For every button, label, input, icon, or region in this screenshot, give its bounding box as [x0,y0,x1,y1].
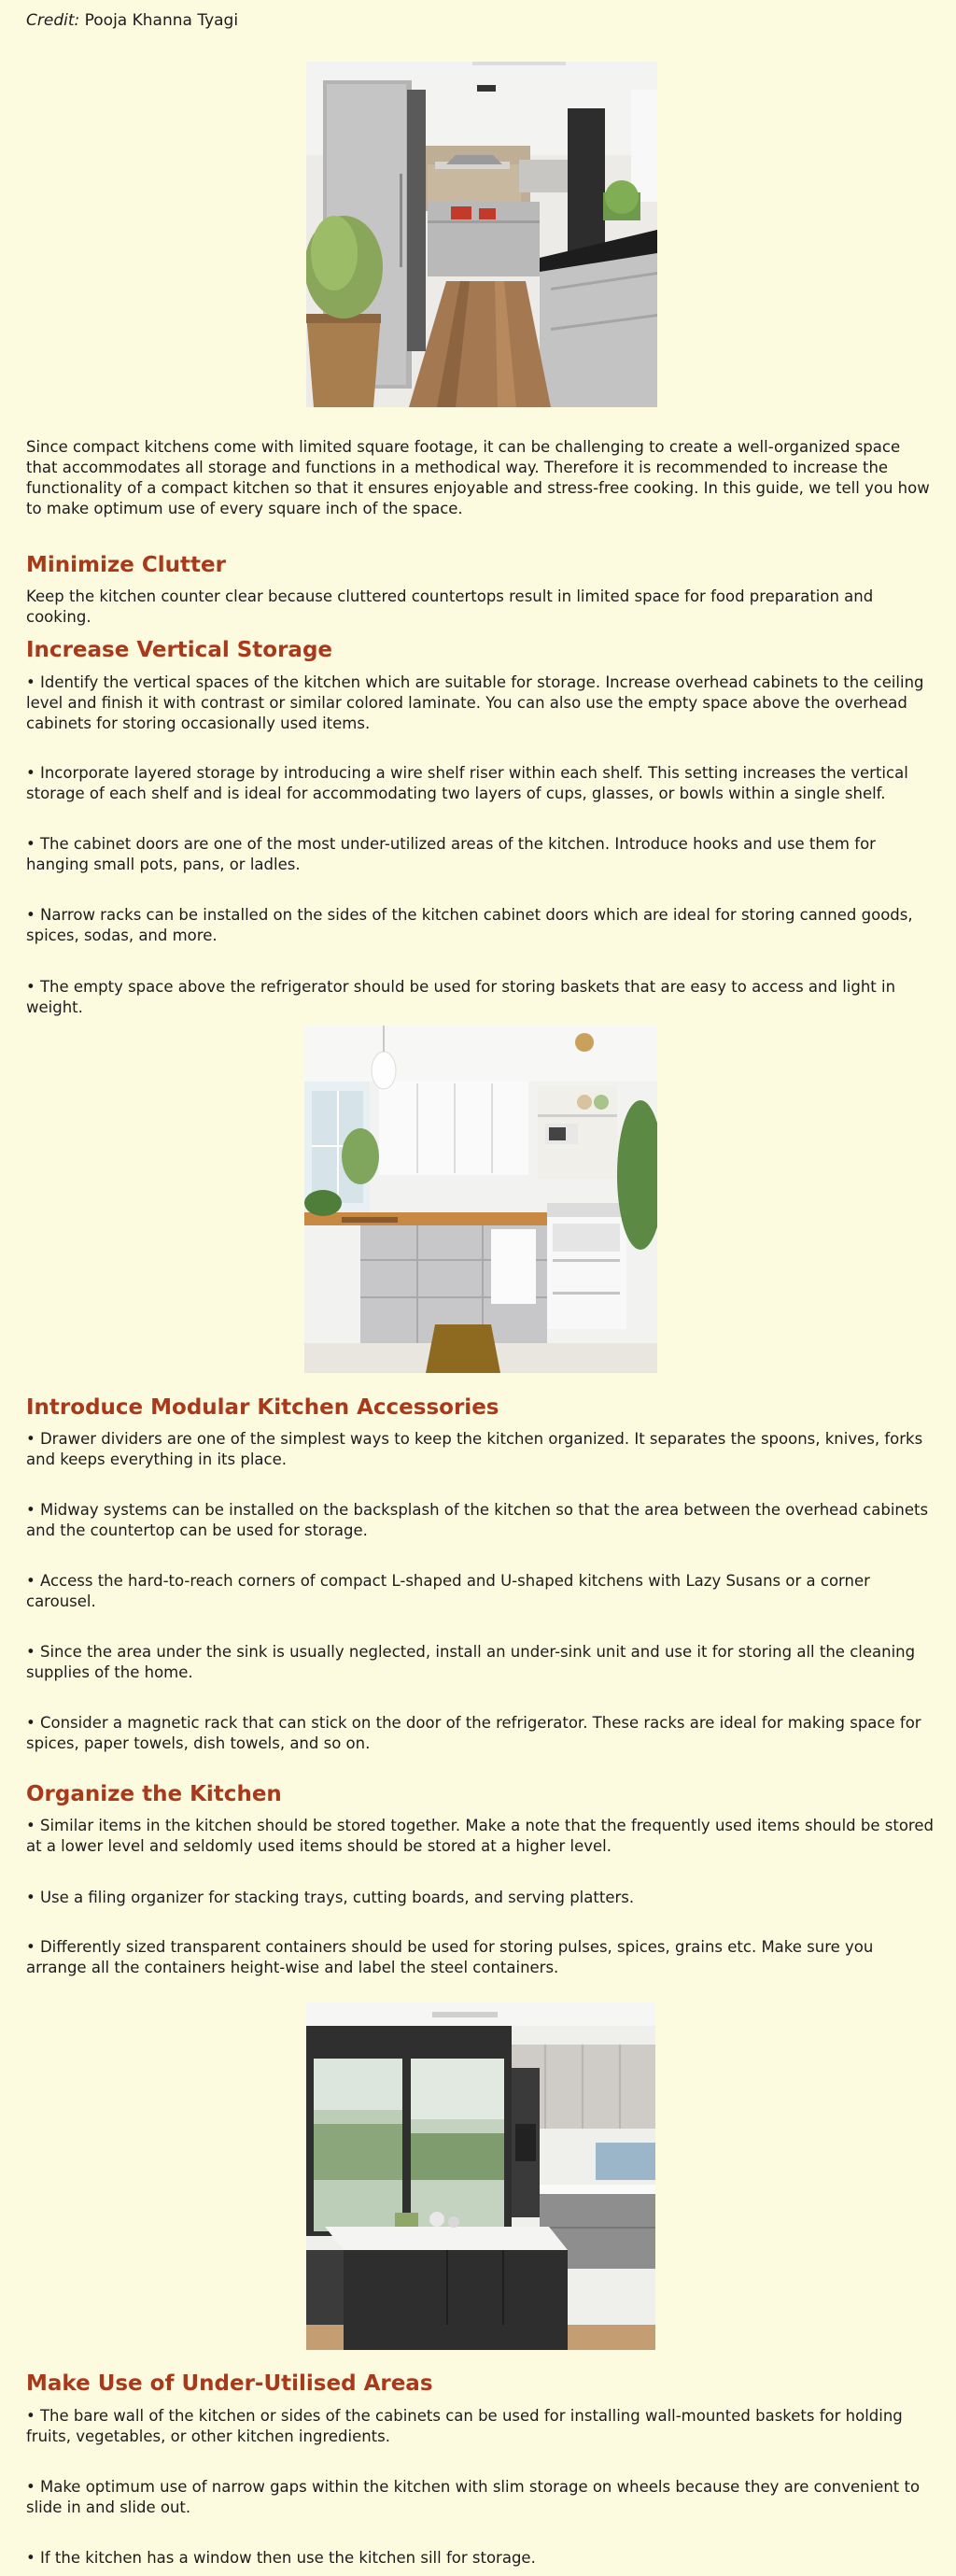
heading-organize-kitchen: Organize the Kitchen [26,1782,282,1806]
heading-vertical-storage: Increase Vertical Storage [26,638,333,662]
modular-item-4: • Since the area under the sink is usually neglected, install an under-sink unit and use it for storing all the cleaning supplies of the home. [26,1643,916,1681]
heading-under-utilised-areas: Make Use of Under-Utilised Areas [26,2371,433,2396]
l-shaped-kitchen-photo [304,1026,657,1373]
island-kitchen-photo [306,2003,655,2350]
vertical-item-2: • Incorporate layered storage by introducing a wire shelf riser within each shelf. This setting increases the vertical storage of each shelf and is ideal for accommodating two layers of cups, glasses, or bowls within a single shelf. [26,764,908,802]
vertical-item-5: • The empty space above the refrigerator should be used for storing baskets that are easy to access and light in weight. [26,978,896,1016]
vertical-item-1: • Identify the vertical spaces of the kitchen which are suitable for storage. Increase overhead cabinets to the ceiling level and finish it with contrast or similar colored laminate. You can also use the empty space above the overhead cabinets for storing occasionally used items. [26,673,924,732]
heading-minimize-clutter: Minimize Clutter [26,553,226,577]
modular-item-3: • Access the hard-to-reach corners of compact L-shaped and U-shaped kitchens with Lazy Susans or a corner carousel. [26,1572,870,1610]
organize-item-1: • Similar items in the kitchen should be stored together. Make a note that the frequently used items should be stored at a lower level and seldomly used items should be stored at a higher level. [26,1817,934,1855]
vertical-item-4: • Narrow racks can be installed on the sides of the kitchen cabinet doors which are ideal for storing canned goods, spices, sodas, and more. [26,906,913,944]
clutter-paragraph: Keep the kitchen counter clear because cluttered countertops result in limited space for food preparation and cooking. [26,587,874,626]
underutilised-item-3: • If the kitchen has a window then use the kitchen sill for storage. [26,2549,536,2567]
organize-item-3: • Differently sized transparent containers should be used for storing pulses, spices, grains etc. Make sure you arrange all the containers height-wise and label the steel containers. [26,1938,874,1976]
credit-label: Credit: [26,11,80,30]
intro-paragraph: Since compact kitchens come with limited square footage, it can be challenging to create a well-organized space that accommodates all storage and functions in a methodical way. Therefore it is recommended to increase the functionality of a compact kitchen so that it ensures enjoyable and stress-free cooking. In this guide, we tell you how to make optimum use of every square inch of the space. [26,438,930,517]
galley-kitchen-photo [306,62,657,407]
modular-item-1: • Drawer dividers are one of the simplest ways to keep the kitchen organized. It separates the spoons, knives, forks and keeps everything in its place. [26,1430,923,1468]
credit-author: Pooja Khanna Tyagi [84,11,239,30]
modular-item-2: • Midway systems can be installed on the backsplash of the kitchen so that the area between the overhead cabinets and the countertop can be used for storage. [26,1501,929,1539]
underutilised-item-1: • The bare wall of the kitchen or sides of the cabinets can be used for installing wall-mounted baskets for holding fruits, vegetables, or other kitchen ingredients. [26,2407,903,2445]
heading-modular-accessories: Introduce Modular Kitchen Accessories [26,1395,499,1420]
vertical-item-3: • The cabinet doors are one of the most under-utilized areas of the kitchen. Introduce hooks and use them for hanging small pots, pans, or ladles. [26,835,876,873]
photo-credit [26,9,238,32]
modular-item-5: • Consider a magnetic rack that can stick on the door of the refrigerator. These racks are ideal for making space for spices, paper towels, dish towels, and so on. [26,1714,921,1752]
underutilised-item-2: • Make optimum use of narrow gaps within the kitchen with slim storage on wheels because they are convenient to slide in and slide out. [26,2478,921,2516]
organize-item-2: • Use a filing organizer for stacking trays, cutting boards, and serving platters. [26,1889,635,1906]
